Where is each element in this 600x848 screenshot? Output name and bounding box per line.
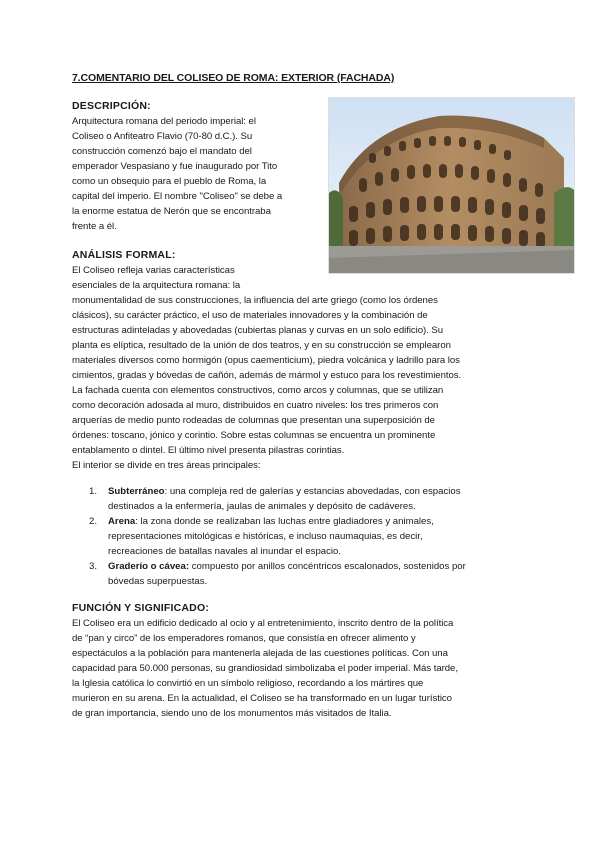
text-line: murieron en su arena. En la actualidad, el Coliseo se ha transformado en un lugar turístico: [72, 693, 452, 704]
text-line: recreaciones de batallas navales al inundar el espacio.: [108, 546, 342, 557]
text-line: la Iglesia católica lo convirtió en un símbolo religioso, recordando a los mártires que: [72, 678, 424, 689]
text-line: clásicos), su carácter práctico, el uso de materiales innovadores y la combinación de: [72, 310, 428, 321]
text-line: La fachada cuenta con elementos constructivos, como arcos y columnas, que se utilizan: [72, 385, 444, 396]
list-item: [72, 559, 466, 589]
list-item: [72, 484, 466, 514]
text-line: El interior se divide en tres áreas principales:: [72, 460, 261, 471]
heading-funcion: FUNCIÓN Y SIGNIFICADO:: [72, 602, 210, 614]
paragraph-descripcion: [72, 114, 282, 234]
text-line: construcción comenzó bajo el mandato del: [72, 146, 252, 157]
text-line: destinados a la enfermería, jaulas de animales y depósito de cadáveres.: [108, 501, 416, 512]
text-line: capacidad para 50.000 personas, su grandiosidad simbolizaba el poder imperial. Más tarde,: [72, 663, 458, 674]
text-line: estructuras adinteladas y abovedadas (cubiertas planas y curvas en un solo edificio). Su: [72, 325, 444, 336]
list-number: 3.: [89, 561, 98, 572]
text-line: representaciones mitológicas e históricas, e incluso naumaquias, es decir,: [108, 531, 423, 542]
text-line: cimientos, gradas y bóvedas de cañón, además de mármol y estuco para los revestimientos.: [72, 370, 462, 381]
text-line: esenciales de la arquitectura romana: la: [72, 280, 241, 291]
text-line: monumentalidad de sus construcciones, la influencia del arte griego (como los órdenes: [72, 295, 438, 306]
paragraph-funcion: [72, 616, 458, 721]
text-line: arquerías de medio punto rodeadas de columnas que presentan una superposición de: [72, 415, 435, 426]
paragraph-analisis: [72, 263, 461, 473]
page-title: 7.COMENTARIO DEL COLISEO DE ROMA: EXTERIOR (FACHADA): [72, 72, 395, 84]
text-line: Arquitectura romana del periodo imperial: el: [72, 116, 256, 127]
colosseum-photo: [328, 97, 575, 274]
text-line: materiales diversos como hormigón (opus caementicium), piedra volcánica y ladrillo para los: [72, 355, 460, 366]
text-line: de “pan y circo” de los emperadores romanos, que consistía en ofrecer alimento y: [72, 633, 416, 644]
text-line: Graderío o cávea: compuesto por anillos concéntricos escalonados, sostenidos por: [108, 561, 466, 572]
text-line: Coliseo o Anfiteatro Flavio (70-80 d.C.). Su: [72, 131, 253, 142]
text-line: frente a él.: [72, 221, 117, 232]
text-line: como decoración adosada al muro, distribuidos en cuatro niveles: los tres primeros con: [72, 400, 439, 411]
text-line: planta es elíptica, resultado de la unión de dos teatros, y en su construcción se emplearon: [72, 340, 451, 351]
heading-descripcion: DESCRIPCIÓN:: [72, 100, 151, 112]
text-line: emperador Vespasiano y fue inaugurado por Tito: [72, 161, 278, 172]
text-line: El Coliseo refleja varias características: [72, 265, 235, 276]
text-line: como un obsequio para el pueblo de Roma, la: [72, 176, 267, 187]
list-number: 1.: [89, 486, 98, 497]
text-line: espectáculos a la población para mantenerla alejada de las cuestiones políticas. Con una: [72, 648, 448, 659]
list-term: Subterráneo: [108, 486, 165, 497]
heading-analisis: ANÁLISIS FORMAL:: [72, 249, 176, 261]
list-term: Arena: [108, 516, 136, 527]
text-line: la enorme estatua de Nerón que se encontraba: [72, 206, 271, 217]
text-line: entablamento o dintel. El último nivel presenta pilastras corintias.: [72, 445, 345, 456]
text-line: órdenes: toscano, jónico y corintio. Sobre estas columnas se encuentra un prominente: [72, 430, 436, 441]
list-number: 2.: [89, 516, 98, 527]
text-line: Subterráneo: una compleja red de galerías y estancias abovedadas, con espacios: [108, 486, 461, 497]
text-line: bóvedas superpuestas.: [108, 576, 208, 587]
text-line: de gran importancia, siendo uno de los monumentos más visitados de Italia.: [72, 708, 392, 719]
list-item: [72, 514, 466, 559]
list-term: Graderío o cávea:: [108, 561, 190, 572]
areas-list: [72, 484, 466, 589]
text-line: Arena: la zona donde se realizaban las luchas entre gladiadores y animales,: [108, 516, 434, 527]
text-line: capital del imperio. El nombre "Coliseo" se debe a: [72, 191, 283, 202]
text-line: El Coliseo era un edificio dedicado al ocio y al entretenimiento, inscrito dentro de la política: [72, 618, 454, 629]
